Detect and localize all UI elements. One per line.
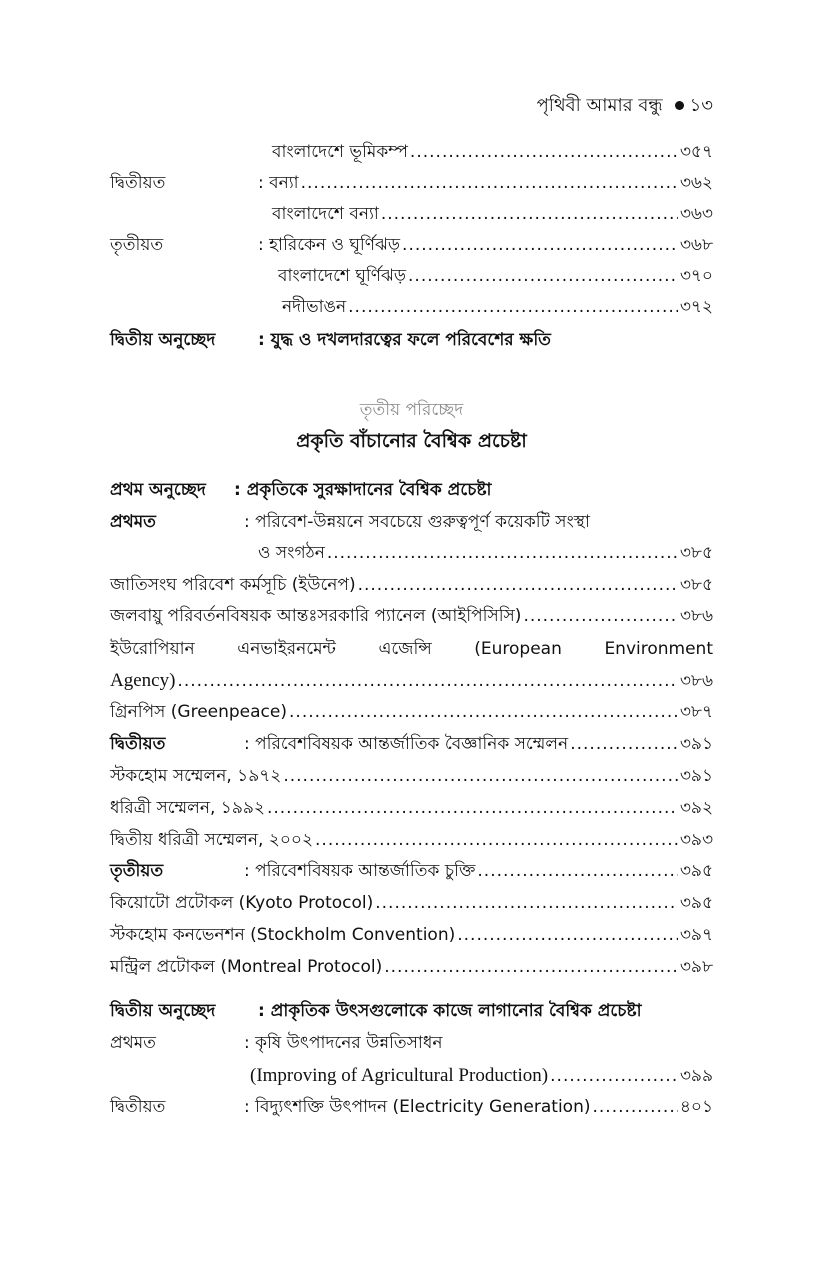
toc-entry-page: ৩৮৫ — [679, 543, 713, 563]
toc-entry-page: ৩৫৭ — [679, 142, 713, 162]
toc-leader — [327, 538, 678, 568]
toc-leader — [348, 292, 678, 322]
toc-entry-page: ৩৯১ — [679, 766, 713, 786]
toc-entry — [110, 230, 713, 260]
toc-entry-label: তৃতীয়ত — [110, 861, 164, 881]
toc-entry-label: দ্বিতীয়ত — [110, 734, 166, 754]
toc-entry-title: স্টকহোম সম্মেলন, ১৯৭২ — [110, 766, 282, 786]
toc-entry-title: দ্বিতীয় ধরিত্রী সম্মেলন, ২০০২ — [110, 830, 314, 850]
toc-entry — [110, 168, 713, 198]
toc-entry — [110, 761, 713, 791]
toc-entry-page: ৩৬২ — [679, 173, 713, 193]
toc-entry-title: Agency) — [110, 670, 176, 691]
toc-entry-title: কিয়োটো প্রটোকল (Kyoto Protocol) — [110, 893, 374, 913]
toc-entry: ইউরোপিয়ান এনভাইরনমেন্ট এজেন্সি (European Environment — [110, 639, 713, 659]
toc-leader — [384, 952, 678, 982]
chapter-label: তৃতীয় পরিচ্ছেদ — [359, 400, 464, 420]
toc-entry-label: প্রথমত — [110, 1033, 156, 1053]
toc-leader — [592, 1092, 677, 1122]
toc-entry — [110, 952, 713, 982]
toc-leader — [177, 666, 677, 696]
toc-entry-page: ৩৭০ — [679, 266, 713, 286]
toc-entry-title: : কৃষি উৎপাদনের উন্নতিসাধন — [244, 1033, 443, 1053]
section-label: দ্বিতীয় অনুচ্ছেদ — [110, 330, 216, 350]
toc-entry-page: ৩৮৭ — [679, 702, 713, 722]
toc-entry-title: বাংলাদেশে বন্যা — [272, 204, 379, 224]
section-label: প্রথম অনুচ্ছেদ — [110, 480, 206, 500]
toc-entry-page: ৩৯৩ — [679, 830, 713, 850]
toc-entry — [110, 793, 713, 823]
section-title: : প্রকৃতিকে সুরক্ষাদানের বৈশ্বিক প্রচেষ্টা — [234, 480, 492, 500]
toc-entry-title: ধরিত্রী সম্মেলন, ১৯৯২ — [110, 798, 265, 818]
toc-entry — [110, 292, 713, 322]
toc-entry — [110, 1092, 713, 1122]
toc-leader — [457, 920, 678, 950]
toc-entry-label: তৃতীয়ত — [110, 235, 164, 255]
toc-entry-page: ৩৯৯ — [679, 1066, 713, 1086]
toc-entry-page: ৩৯৫ — [679, 861, 713, 881]
page-number: ১৩ — [689, 95, 713, 116]
toc-entry — [110, 199, 713, 229]
toc-entry-title: বাংলাদেশে ঘূর্ণিঝড় — [278, 266, 407, 286]
toc-leader — [358, 570, 678, 600]
toc-leader — [375, 888, 678, 918]
toc-entry-page: ৩৯৮ — [679, 957, 713, 977]
toc-entry-page: ৩৭২ — [679, 297, 713, 317]
toc-entry-title: : বিদ্যুৎশক্তি উৎপাদন (Electricity Generation) — [244, 1097, 591, 1117]
toc-entry — [110, 601, 713, 631]
toc-entry-title: : হারিকেন ও ঘূর্ণিঝড় — [258, 235, 401, 255]
toc-entry-title: নদীভাঙন — [282, 297, 347, 317]
toc-entry-title: : পরিবেশবিষয়ক আন্তর্জাতিক বৈজ্ঞানিক সম্মেলন — [244, 734, 569, 754]
running-title: পৃথিবী আমার বন্ধু — [536, 95, 663, 116]
toc-entry-page: ৩৯৭ — [679, 925, 713, 945]
toc-leader — [301, 168, 678, 198]
section-title: : যুদ্ধ ও দখলদারত্বের ফলে পরিবেশের ক্ষতি — [258, 330, 551, 350]
toc-entry-page: ৩৮৬ — [679, 606, 713, 626]
toc-entry-label: দ্বিতীয়ত — [110, 173, 166, 193]
toc-entry-continued — [110, 1061, 713, 1091]
toc-leader — [402, 230, 678, 260]
running-header — [110, 92, 713, 120]
section-heading — [110, 325, 713, 355]
section-heading — [110, 996, 713, 1026]
toc-leader — [315, 825, 678, 855]
toc-entry — [110, 697, 713, 727]
toc-entry-page: ৩৯১ — [679, 734, 713, 754]
toc-entry-title: (Improving of Agricultural Production) — [250, 1065, 549, 1086]
toc-entry — [110, 729, 713, 759]
toc-leader — [410, 137, 678, 167]
bullet-icon — [675, 101, 684, 110]
toc-leader — [570, 729, 678, 759]
toc-entry-title: ও সংগঠন — [258, 543, 325, 563]
toc-entry — [110, 507, 713, 537]
toc-entry-page: ৪০১ — [679, 1097, 713, 1117]
toc-entry-continued — [110, 538, 713, 568]
toc-entry-page: ৩৯৫ — [679, 893, 713, 913]
toc-entry-title: জাতিসংঘ পরিবেশ কর্মসূচি (ইউনেপ) — [110, 575, 356, 595]
section-label: দ্বিতীয় অনুচ্ছেদ — [110, 1001, 216, 1021]
toc-leader — [381, 199, 678, 229]
toc-leader — [283, 761, 678, 791]
toc-leader — [408, 261, 678, 291]
toc-entry-title: : পরিবেশবিষয়ক আন্তর্জাতিক চুক্তি — [244, 861, 476, 881]
toc-entry-title: মন্ট্রিল প্রটোকল (Montreal Protocol) — [110, 957, 383, 977]
toc-entry-page: ৩৬৮ — [679, 235, 713, 255]
toc-entry-title: : পরিবেশ-উন্নয়নে সবচেয়ে গুরুত্বপূর্ণ কয়েকটি সংস্থা — [244, 512, 590, 532]
section-title: : প্রাকৃতিক উৎসগুলোকে কাজে লাগানোর বৈশ্বিক প্রচেষ্টা — [258, 1001, 642, 1021]
toc-entry — [110, 1028, 713, 1058]
toc-entry — [110, 570, 713, 600]
toc-entry-title: বাংলাদেশে ভূমিকম্প — [272, 142, 408, 162]
toc-entry-page: ৩৮৫ — [679, 575, 713, 595]
toc-entry-page: ৩৯২ — [679, 798, 713, 818]
toc-entry — [110, 856, 713, 886]
toc-entry — [110, 825, 713, 855]
toc-entry-continued — [110, 666, 713, 696]
toc-entry-label: দ্বিতীয়ত — [110, 1097, 166, 1117]
toc-entry-page: ৩৮৬ — [679, 671, 713, 691]
toc-entry-page: ৩৬৩ — [679, 204, 713, 224]
toc-entry-title: স্টকহোম কনভেনশন (Stockholm Convention) — [110, 925, 456, 945]
toc-entry-title: : বন্যা — [258, 173, 299, 193]
toc-leader — [523, 601, 677, 631]
section-heading — [110, 475, 713, 505]
toc-entry — [110, 137, 713, 167]
toc-leader — [289, 697, 678, 727]
toc-entry-title: গ্রিনপিস (Greenpeace) — [110, 702, 288, 722]
toc-entry-label: প্রথমত — [110, 512, 156, 532]
toc-entry-title: জলবায়ু পরিবর্তনবিষয়ক আন্তঃসরকারি প্যানেল (আইপিসিসি) — [110, 606, 522, 626]
toc-entry — [110, 920, 713, 950]
toc-leader — [477, 856, 677, 886]
toc-entry — [110, 888, 713, 918]
toc-entry — [110, 261, 713, 291]
chapter-title: প্রকৃতি বাঁচানোর বৈশ্বিক প্রচেষ্টা — [296, 430, 527, 452]
toc-leader — [550, 1061, 678, 1091]
toc-leader — [267, 793, 678, 823]
